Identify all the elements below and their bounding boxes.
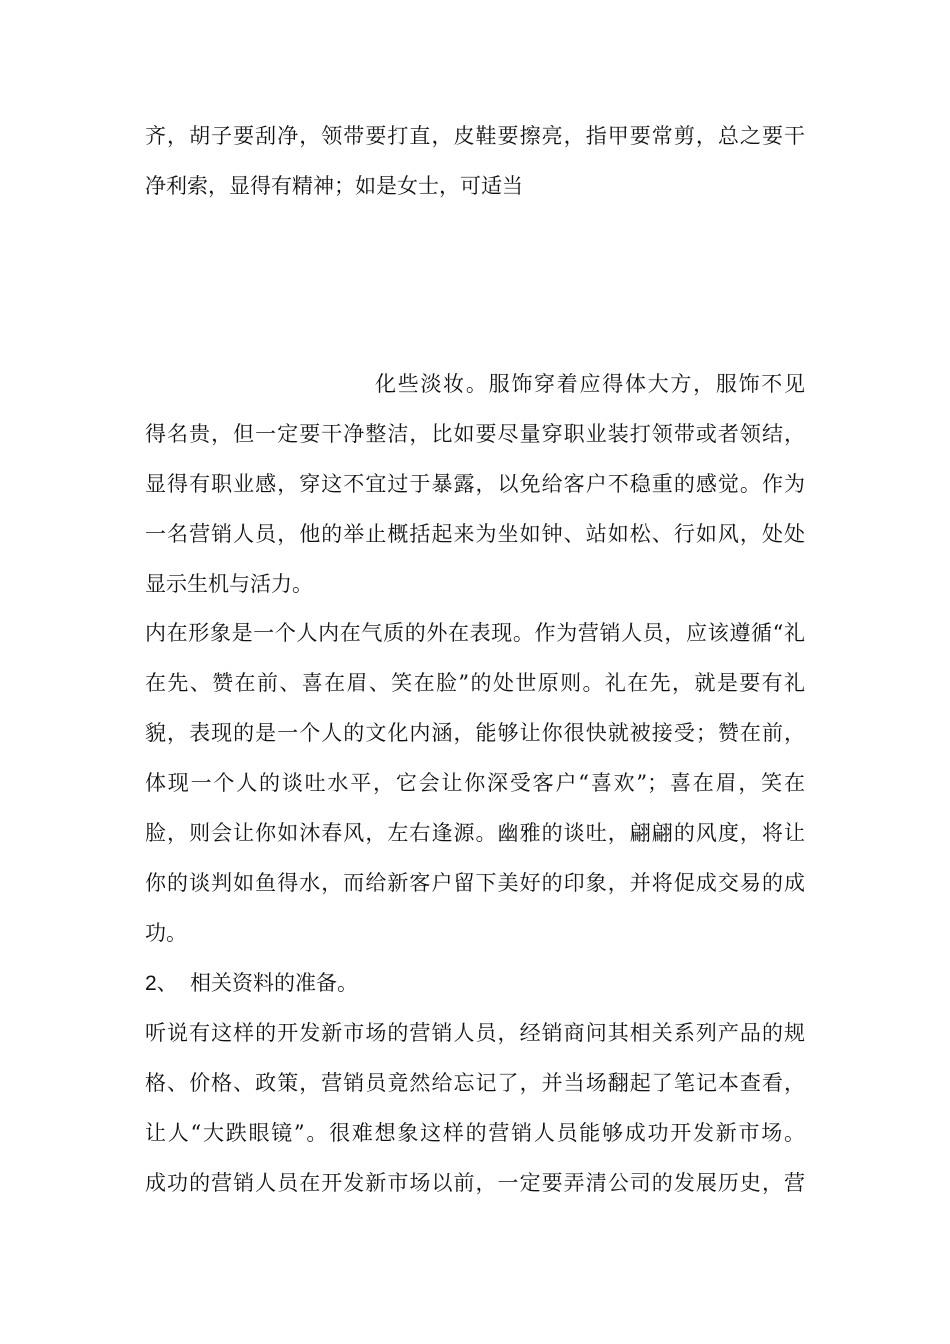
paragraph-line: 格、价格、政策，营销员竟然给忘记了，并当场翻起了笔记本查看， (145, 1071, 805, 1095)
paragraph-line: 齐，胡子要刮净，领带要打直，皮鞋要擦亮，指甲要常剪，总之要干 (145, 124, 805, 148)
paragraph-line: 体现一个人的谈吐水平，它会让你深受客户“喜欢”；喜在眉，笑在 (145, 771, 805, 795)
paragraph-line: 在先、赞在前、喜在眉、笑在脸”的处世原则。礼在先，就是要有礼 (145, 671, 805, 695)
section-number: 2、 (145, 972, 178, 995)
paragraph-line: 成功的营销人员在开发新市场以前，一定要弄清公司的发展历史，营 (145, 1171, 805, 1195)
paragraph-line: 让人“大跌眼镜”。很难想象这样的营销人员能够成功开发新市场。 (145, 1121, 805, 1145)
paragraph-line: 内在形象是一个人内在气质的外在表现。作为营销人员，应该遵循“礼 (145, 621, 805, 645)
paragraph-line: 显示生机与活力。 (145, 572, 313, 596)
paragraph-line: 脸，则会让你如沐春风，左右逢源。幽雅的谈吐，翩翩的风度，将让 (145, 821, 805, 845)
paragraph-line: 净利索，显得有精神；如是女士，可适当 (145, 174, 523, 198)
paragraph-line: 显得有职业感，穿这不宜过于暴露，以免给客户不稳重的感觉。作为 (145, 472, 805, 496)
paragraph-line: 貌，表现的是一个人的文化内涵，能够让你很快就被接受；赞在前， (145, 721, 805, 745)
paragraph-line: 功。 (145, 921, 187, 945)
paragraph-line: 你的谈判如鱼得水，而给新客户留下美好的印象，并将促成交易的成 (145, 871, 805, 895)
section-title: 相关资料的准备。 (190, 971, 358, 995)
paragraph-line: 得名贵，但一定要干净整洁，比如要尽量穿职业装打领带或者领结， (145, 422, 805, 446)
section-heading (145, 968, 805, 999)
paragraph-line: 化些淡妆。服饰穿着应得体大方，服饰不见 (375, 372, 805, 396)
paragraph-line: 听说有这样的开发新市场的营销人员，经销商问其相关系列产品的规 (145, 1021, 805, 1045)
paragraph-line: 一名营销人员，他的举止概括起来为坐如钟、站如松、行如风，处处 (145, 522, 805, 546)
